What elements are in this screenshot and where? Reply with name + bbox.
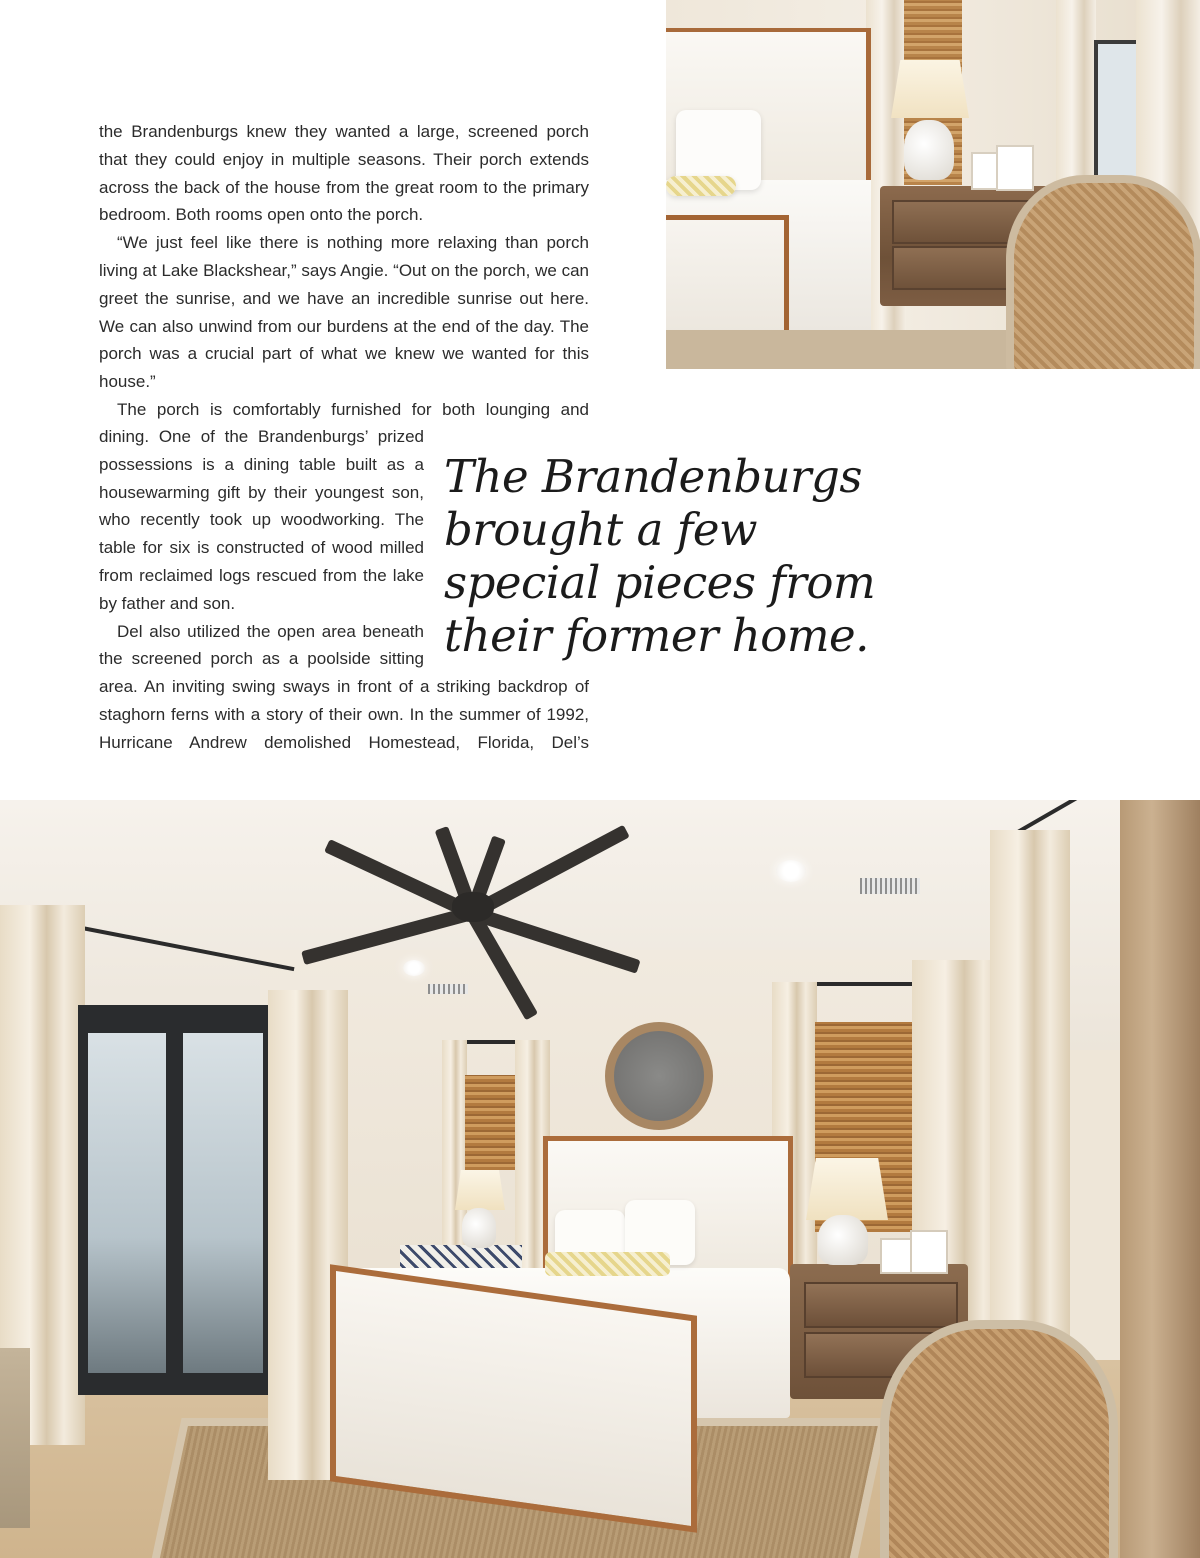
recessed-light [776, 860, 806, 882]
paragraph: The porch is comfortably furnished for both lounging and [117, 399, 589, 419]
article-column-bottom [99, 673, 589, 756]
pull-quote: The Brandenburgs brought a few special pieces from their former home. [444, 450, 876, 662]
curtain-panel [866, 0, 906, 369]
article-column-narrow [99, 423, 424, 673]
wood-screen [1120, 800, 1200, 1558]
drawer [804, 1282, 958, 1328]
lamp-base [818, 1215, 868, 1265]
picture-frame [880, 1238, 914, 1274]
lumbar-pillow [666, 176, 736, 196]
door-glass [183, 1033, 263, 1373]
bedroom-detail-photo [666, 0, 1200, 369]
woven-shade [465, 1075, 517, 1170]
round-wall-mirror [605, 1022, 713, 1130]
air-vent [428, 984, 468, 994]
french-door [78, 1005, 273, 1395]
paragraph: “We just feel like there is nothing more relaxing than porch living at Lake Blackshear,” says Angie. “Out on the porch, we can greet the sunrise, and we have an incredible sunrise out here. We can also unwind from our burdens at the end of the day. The porch was a crucial part of what we knew we wanted for this house.” [99, 233, 589, 392]
lamp-base [904, 120, 954, 180]
side-chair [0, 1348, 30, 1528]
picture-frame [910, 1230, 948, 1274]
cane-chair [1006, 175, 1200, 369]
paragraph: the Brandenburgs knew they wanted a large, screened porch that they could enjoy in multiple seasons. Their porch extends across the back of the house from the great room to the primary bedroom. Both rooms open onto the porch. [99, 122, 589, 225]
door-glass [88, 1033, 166, 1373]
paragraph: dining. One of the Brandenburgs’ prized possessions is a dining table built as a housewarming gift by their youngest son, who recently took up woodworking. The table for six is constructed of wood milled from reclaimed logs rescued from the lake by father and son. [99, 427, 424, 613]
paragraph: area. An inviting swing sways in front of a striking backdrop of staghorn ferns with a story of their own. In the summer of 1992, Hurricane Andrew demolished Homestead, Florida, Del’s [99, 677, 589, 752]
article-column-top [99, 118, 589, 424]
lamp-shade [891, 60, 969, 118]
lumbar-pillow [545, 1252, 670, 1276]
lamp-shade [806, 1158, 888, 1220]
recessed-light [403, 960, 425, 976]
air-vent [860, 878, 920, 894]
lamp-base [462, 1208, 496, 1248]
cane-chair [880, 1320, 1118, 1558]
lamp-shade [455, 1170, 505, 1210]
ceiling-fan [452, 892, 494, 922]
primary-bedroom-photo [0, 800, 1200, 1558]
paragraph: Del also utilized the open area beneath the screened porch as a poolside sitting [99, 621, 424, 669]
picture-frame [996, 145, 1034, 191]
